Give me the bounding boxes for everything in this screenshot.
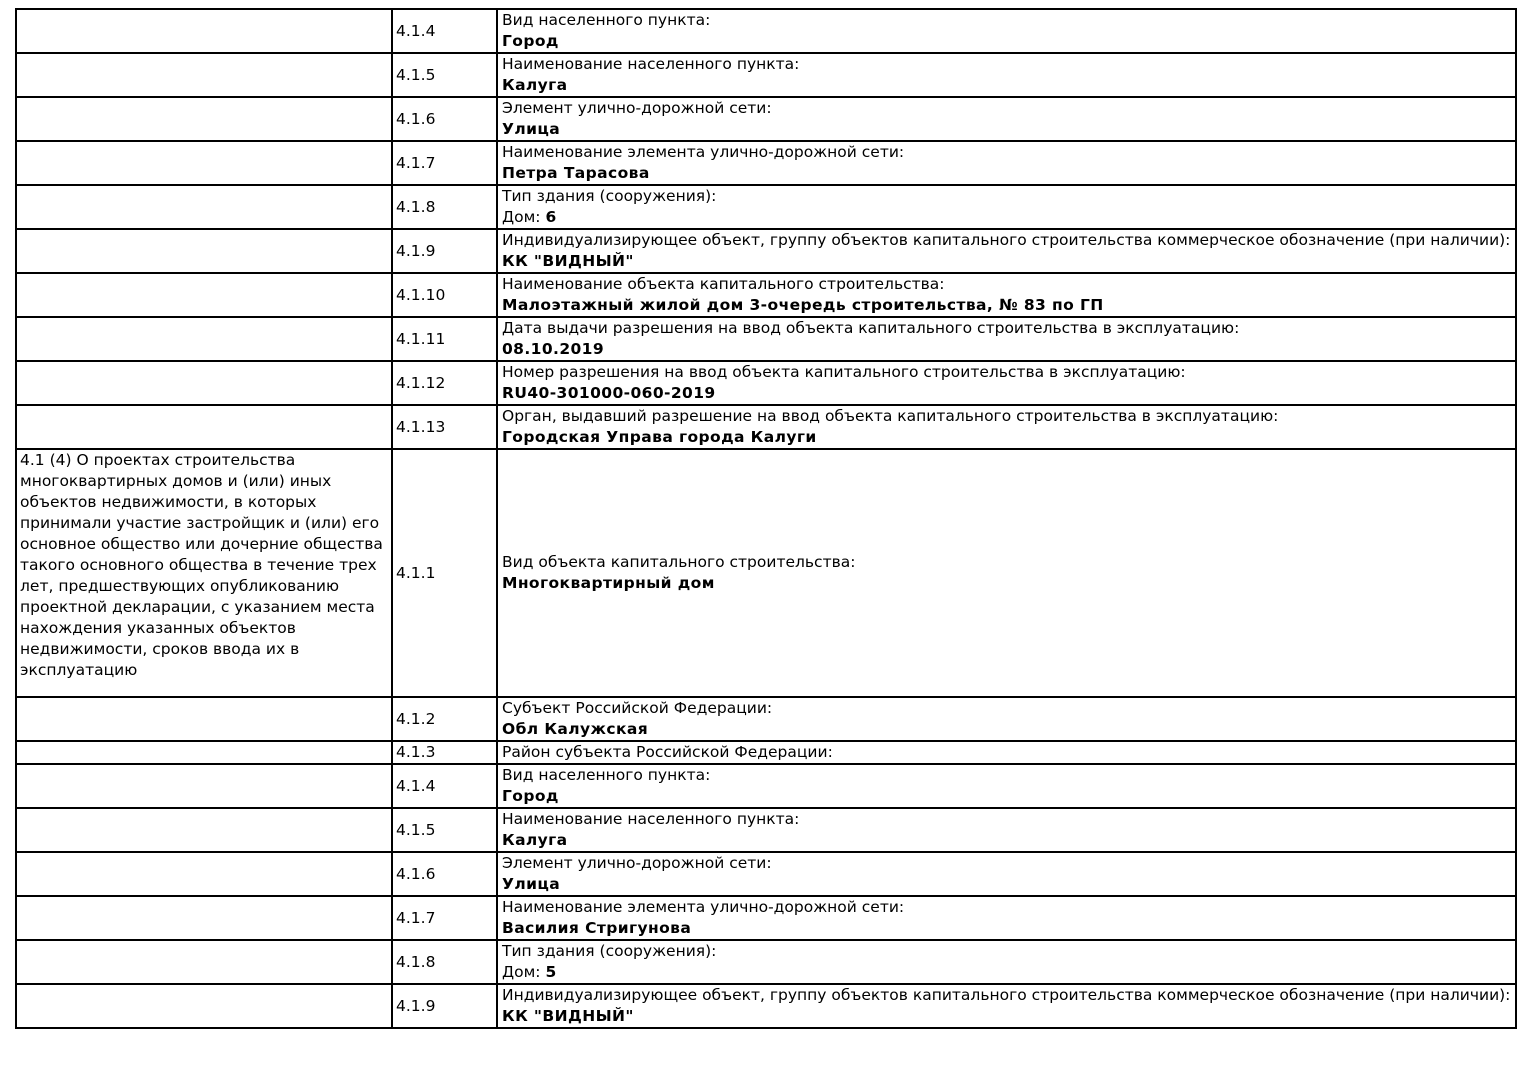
field-value-line bbox=[502, 830, 1511, 851]
table-row bbox=[16, 317, 1516, 361]
row-content bbox=[497, 185, 1516, 229]
table-row bbox=[16, 141, 1516, 185]
value-prefix: Дом: bbox=[502, 208, 546, 226]
left-cell bbox=[16, 808, 392, 852]
row-content bbox=[497, 9, 1516, 53]
left-cell bbox=[16, 185, 392, 229]
field-label: Индивидуализирующее объект, группу объектов капитального строительства коммерческое обозначение (при наличии): bbox=[502, 986, 1511, 1004]
row-code: 4.1.7 bbox=[392, 896, 497, 940]
field-label: Индивидуализирующее объект, группу объектов капитального строительства коммерческое обозначение (при наличии): bbox=[502, 231, 1511, 249]
row-content bbox=[497, 361, 1516, 405]
row-code: 4.1.4 bbox=[392, 764, 497, 808]
field-value-line bbox=[502, 918, 1511, 939]
table-row bbox=[16, 852, 1516, 896]
field-value: Обл Калужская bbox=[502, 720, 649, 738]
row-code: 4.1.9 bbox=[392, 229, 497, 273]
row-content bbox=[497, 317, 1516, 361]
row-code: 4.1.5 bbox=[392, 53, 497, 97]
field-label: Номер разрешения на ввод объекта капитального строительства в эксплуатацию: bbox=[502, 363, 1186, 381]
table-row bbox=[16, 405, 1516, 449]
left-cell bbox=[16, 97, 392, 141]
field-value: КК "ВИДНЫЙ" bbox=[502, 252, 634, 270]
field-value-line bbox=[502, 573, 1511, 594]
field-value-line bbox=[502, 31, 1511, 52]
declaration-table bbox=[15, 8, 1517, 1029]
row-code: 4.1.11 bbox=[392, 317, 497, 361]
table-row bbox=[16, 984, 1516, 1028]
table-row bbox=[16, 697, 1516, 741]
field-value-line bbox=[502, 786, 1511, 807]
field-label: Элемент улично-дорожной сети: bbox=[502, 99, 772, 117]
row-content bbox=[497, 449, 1516, 697]
field-value-line bbox=[502, 719, 1511, 740]
field-label: Наименование элемента улично-дорожной сети: bbox=[502, 143, 905, 161]
row-code: 4.1.1 bbox=[392, 449, 497, 697]
field-value-line bbox=[502, 962, 1511, 983]
field-value: Калуга bbox=[502, 76, 568, 94]
field-value: Калуга bbox=[502, 831, 568, 849]
field-label: Тип здания (сооружения): bbox=[502, 187, 717, 205]
table-row bbox=[16, 229, 1516, 273]
field-value: Василия Стригунова bbox=[502, 919, 692, 937]
field-value: Малоэтажный жилой дом 3-очередь строительства, № 83 по ГП bbox=[502, 296, 1104, 314]
left-cell bbox=[16, 141, 392, 185]
field-label: Район субъекта Российской Федерации: bbox=[502, 743, 833, 761]
field-value: Городская Управа города Калуги bbox=[502, 428, 817, 446]
field-label: Наименование элемента улично-дорожной сети: bbox=[502, 898, 905, 916]
field-label: Наименование объекта капитального строительства: bbox=[502, 275, 945, 293]
field-value-line bbox=[502, 383, 1511, 404]
row-code: 4.1.5 bbox=[392, 808, 497, 852]
field-value: Город bbox=[502, 32, 559, 50]
table-row bbox=[16, 185, 1516, 229]
field-label: Дата выдачи разрешения на ввод объекта капитального строительства в эксплуатацию: bbox=[502, 319, 1240, 337]
field-value-line bbox=[502, 207, 1511, 228]
row-code: 4.1.8 bbox=[392, 185, 497, 229]
row-code: 4.1.2 bbox=[392, 697, 497, 741]
row-code: 4.1.4 bbox=[392, 9, 497, 53]
table-row bbox=[16, 940, 1516, 984]
field-value: Петра Тарасова bbox=[502, 164, 650, 182]
row-content bbox=[497, 940, 1516, 984]
row-content bbox=[497, 97, 1516, 141]
table-row bbox=[16, 808, 1516, 852]
row-code: 4.1.3 bbox=[392, 741, 497, 764]
field-value: 08.10.2019 bbox=[502, 340, 605, 358]
field-label: Вид населенного пункта: bbox=[502, 766, 711, 784]
value-prefix: Дом: bbox=[502, 963, 546, 981]
field-value-line bbox=[502, 75, 1511, 96]
field-value: КК "ВИДНЫЙ" bbox=[502, 1007, 634, 1025]
field-value-line bbox=[502, 295, 1511, 316]
row-code: 4.1.7 bbox=[392, 141, 497, 185]
field-value-line bbox=[502, 163, 1511, 184]
left-cell bbox=[16, 741, 392, 764]
field-value-line bbox=[502, 251, 1511, 272]
table-row bbox=[16, 97, 1516, 141]
row-content bbox=[497, 141, 1516, 185]
field-label: Вид объекта капитального строительства: bbox=[502, 553, 856, 571]
left-cell bbox=[16, 273, 392, 317]
row-code: 4.1.12 bbox=[392, 361, 497, 405]
field-value-line bbox=[502, 119, 1511, 140]
left-cell bbox=[16, 984, 392, 1028]
left-cell bbox=[16, 9, 392, 53]
row-content bbox=[497, 53, 1516, 97]
table-row bbox=[16, 764, 1516, 808]
field-label: Наименование населенного пункта: bbox=[502, 55, 800, 73]
row-content bbox=[497, 273, 1516, 317]
row-code: 4.1.6 bbox=[392, 97, 497, 141]
field-value: Улица bbox=[502, 875, 561, 893]
left-cell bbox=[16, 317, 392, 361]
field-label: Тип здания (сооружения): bbox=[502, 942, 717, 960]
table-row bbox=[16, 741, 1516, 764]
left-cell bbox=[16, 697, 392, 741]
left-cell bbox=[16, 405, 392, 449]
field-label: Вид населенного пункта: bbox=[502, 11, 711, 29]
row-content bbox=[497, 852, 1516, 896]
table-row bbox=[16, 273, 1516, 317]
left-cell bbox=[16, 940, 392, 984]
section-description-cell: 4.1 (4) О проектах строительства многоквартирных домов и (или) иных объектов недвижимости, в которых принимали участие застройщик и (или) его основное общество или дочерние общества такого основного общества в течение трех лет, предшествующих опубликованию проектной декларации, с указанием места нахождения указанных объектов недвижимости, сроков ввода их в эксплуатацию bbox=[16, 449, 392, 697]
row-content bbox=[497, 984, 1516, 1028]
field-value-line bbox=[502, 339, 1511, 360]
field-value: Многоквартирный дом bbox=[502, 574, 715, 592]
field-value: 5 bbox=[545, 963, 557, 981]
field-value: 6 bbox=[545, 208, 557, 226]
field-value-line bbox=[502, 1006, 1511, 1027]
field-value-line bbox=[502, 874, 1511, 895]
row-content bbox=[497, 741, 1516, 764]
left-cell bbox=[16, 53, 392, 97]
row-content bbox=[497, 808, 1516, 852]
field-label: Орган, выдавший разрешение на ввод объекта капитального строительства в эксплуатацию: bbox=[502, 407, 1279, 425]
left-cell bbox=[16, 229, 392, 273]
row-code: 4.1.8 bbox=[392, 940, 497, 984]
field-label: Элемент улично-дорожной сети: bbox=[502, 854, 772, 872]
row-code: 4.1.6 bbox=[392, 852, 497, 896]
table-row-section bbox=[16, 449, 1516, 697]
table-row bbox=[16, 53, 1516, 97]
row-content bbox=[497, 229, 1516, 273]
field-value: Улица bbox=[502, 120, 561, 138]
field-value-line bbox=[502, 427, 1511, 448]
row-content bbox=[497, 896, 1516, 940]
row-code: 4.1.9 bbox=[392, 984, 497, 1028]
row-content bbox=[497, 764, 1516, 808]
left-cell bbox=[16, 764, 392, 808]
field-label: Наименование населенного пункта: bbox=[502, 810, 800, 828]
table-row bbox=[16, 9, 1516, 53]
left-cell bbox=[16, 896, 392, 940]
row-code: 4.1.10 bbox=[392, 273, 497, 317]
field-value: Город bbox=[502, 787, 559, 805]
table-row bbox=[16, 896, 1516, 940]
row-code: 4.1.13 bbox=[392, 405, 497, 449]
field-label: Субъект Российской Федерации: bbox=[502, 699, 773, 717]
field-value: RU40-301000-060-2019 bbox=[502, 384, 716, 402]
left-cell bbox=[16, 852, 392, 896]
row-content bbox=[497, 697, 1516, 741]
table-row bbox=[16, 361, 1516, 405]
row-content bbox=[497, 405, 1516, 449]
left-cell bbox=[16, 361, 392, 405]
